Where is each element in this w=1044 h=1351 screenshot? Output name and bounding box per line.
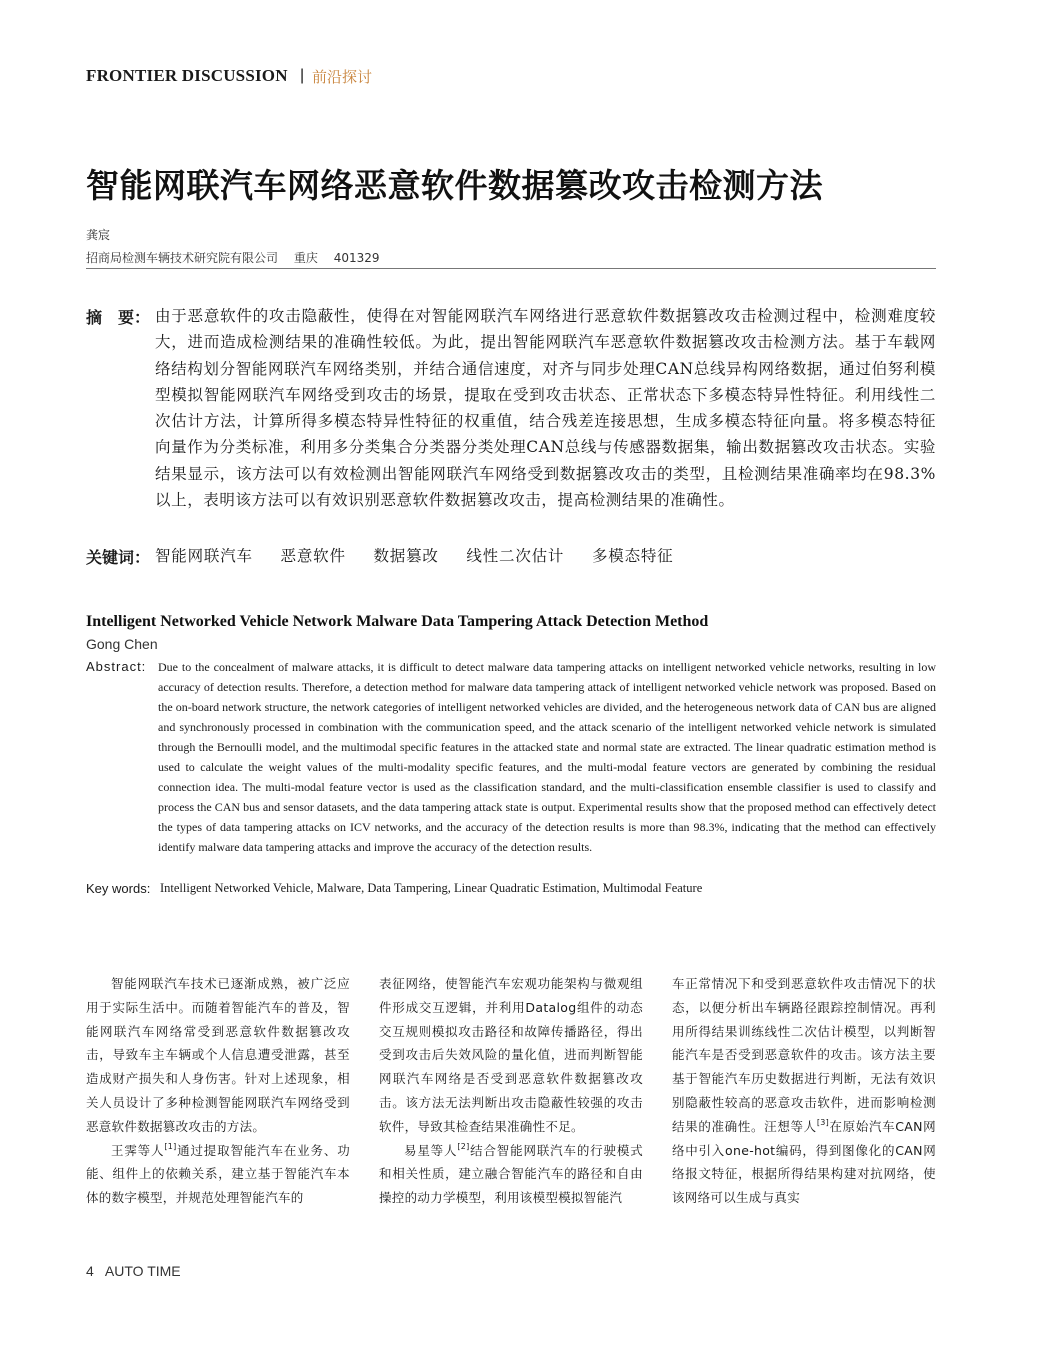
english-title: Intelligent Networked Vehicle Network Malware Data Tampering Attack Detection Method	[86, 613, 709, 630]
body-column-2	[379, 972, 643, 1210]
english-abstract-label: Abstract:	[86, 659, 147, 674]
keyword-item: 智能网联汽车	[155, 547, 253, 565]
body-paragraph	[86, 1139, 350, 1210]
body-text: 车正常情况下和受到恶意软件攻击情况下的状态，以便分析出车辆路径跟踪控制情况。再利用所得结果训练线性二次估计模型，以判断智能汽车是否受到恶意软件的攻击。该方法主要基于智能汽车历史数据进行判断，无法有效识别隐蔽性较高的恶意攻击软件，进而影响检测结果的准确性。汪想等人	[672, 976, 936, 1134]
body-paragraph: 表征网络，使智能汽车宏观功能架构与微观组件形成交互逻辑，并利用Datalog组件的动态交互规则模拟攻击路径和故障传播路径，得出受到攻击后失效风险的量化值，进而判断智能网联汽车网络是否受到恶意软件数据篡改攻击。该方法无法判断出攻击隐蔽性较强的攻击软件，导致其检查结果准确性不足。	[379, 976, 643, 1134]
keyword-item: 线性二次估计	[466, 547, 565, 565]
affiliation	[86, 249, 392, 266]
citation-ref: [2]	[457, 1141, 470, 1151]
abstract-text-zh: 由于恶意软件的攻击隐蔽性，使得在对智能网联汽车网络进行恶意软件数据篡改攻击检测过程中，检测难度较大，进而造成检测结果的准确性较低。为此，提出智能网联汽车恶意软件数据篡改攻击检测方法。基于车载网络结构划分智能网联汽车网络类别，并结合通信速度，对齐与同步处理CAN总线异构网络数据，通过伯努利模型模拟智能网联汽车网络受到攻击的场景，提取在受到攻击状态、正常状态下多模态特异性特征。利用线性二次估计方法，计算所得多模态特异性特征的权重值，结合残差连接思想，生成多模态特征向量。将多模态特征向量作为分类标准，利用多分类集合分类器分类处理CAN总线与传感器数据集，输出数据篡改攻击状态。实验结果显示，该方法可以有效检测出智能网联汽车网络受到数据篡改攻击的类型，且检测结果准确率均在98.3%以上，表明该方法可以有效识别恶意软件数据篡改攻击，提高检测结果的准确性。	[155, 307, 936, 510]
body-text: 结合智能网联汽车的行驶模式和相关性质，建立融合智能汽车的路径和自由操控的动力学模型，利用该模型模拟智能汽	[379, 1142, 643, 1206]
english-author: Gong Chen	[86, 636, 158, 652]
english-keywords-label: Key words:	[86, 881, 151, 896]
author-name: 龚宸	[86, 228, 111, 242]
journal-name: AUTO TIME	[104, 1263, 181, 1279]
section-header-zh: 前沿探讨	[312, 68, 373, 86]
keyword-item: 恶意软件	[280, 547, 346, 565]
section-header-en: FRONTIER DISCUSSION	[86, 66, 288, 85]
keywords-label-zh: 关键词：	[86, 548, 151, 567]
keyword-item: 数据篡改	[373, 547, 439, 565]
body-paragraph	[379, 1139, 643, 1210]
body-text: 王霁等人	[111, 1142, 165, 1158]
body-column-3	[672, 972, 936, 1210]
body-text: 在原始汽车CAN网络中引入one-hot编码，得到图像化的CAN网络报文特征，根据所得结果构建对抗网络，使该网络可以生成与真实	[672, 1118, 936, 1206]
article-title: 智能网联汽车网络恶意软件数据篡改攻击检测方法	[86, 166, 823, 205]
body-paragraph	[672, 972, 936, 1210]
affiliation-org: 招商局检测车辆技术研究院有限公司	[86, 251, 279, 265]
page-footer	[86, 1263, 181, 1279]
affiliation-postcode: 401329	[333, 251, 380, 265]
affiliation-city: 重庆	[293, 251, 318, 265]
body-column-1	[86, 972, 350, 1210]
keyword-item: 多模态特征	[591, 547, 674, 565]
page-number: 4	[86, 1263, 94, 1279]
citation-ref: [3]	[816, 1117, 830, 1127]
english-abstract-text: Due to the concealment of malware attacks, it is difficult to detect malware data tampering attacks on intelligent networked vehicle networks, resulting in low accuracy of detection results. Therefore, a detection method for malware data tampering attack of intelligent networked vehicle network was proposed. Based on the on-board network structure, the network categories of intelligent networked vehicles are divided, and the heterogeneous network data of CAN bus are aligned and synchronously processed in combination with the communication speed, and the attack scenario of the intelligent networked vehicle network is simulated through the Bernoulli model, and the multimodal specific features in the attacked state and normal state are extracted. The linear quadratic estimation method is used to calculate the weight values of the multi-modality specific features, and the multi-modal feature vectors are generated by combining the residual connection idea. The multi-modal feature vector is used as the classification standard, and the multi-classification ensemble classifier is used to classify and process the CAN bus and sensor datasets, and the data tampering attack state is output. Experimental results show that the proposed method can effectively detect the types of data tampering attacks on ICV networks, and the accuracy of the detection results is more than 98.3%, indicating that the method can effectively identify malware data tampering attacks and improve the accuracy of the detection results.	[158, 660, 936, 854]
english-keywords: Intelligent Networked Vehicle, Malware, Data Tampering, Linear Quadratic Estimation, Multimodal Feature	[160, 881, 703, 895]
body-text: 易星等人	[404, 1142, 458, 1158]
abstract-label-zh: 摘 要：	[86, 308, 151, 327]
keywords-zh	[155, 544, 695, 566]
body-paragraph: 智能网联汽车技术已逐渐成熟，被广泛应用于实际生活中。而随着智能汽车的普及，智能网联汽车网络常受到恶意软件数据篡改攻击，导致车主车辆或个人信息遭受泄露，甚至造成财产损失和人身伤害。针对上述现象，相关人员设计了多种检测智能网联汽车网络受到恶意软件数据篡改攻击的方法。	[86, 976, 350, 1134]
body-text: 通过提取智能汽车在业务、功能、组件上的依赖关系，建立基于智能汽车本体的数字模型，并规范处理智能汽车的	[86, 1142, 350, 1206]
header-divider	[86, 268, 936, 269]
citation-ref: [1]	[164, 1141, 177, 1151]
section-header-separator: |	[300, 67, 305, 84]
